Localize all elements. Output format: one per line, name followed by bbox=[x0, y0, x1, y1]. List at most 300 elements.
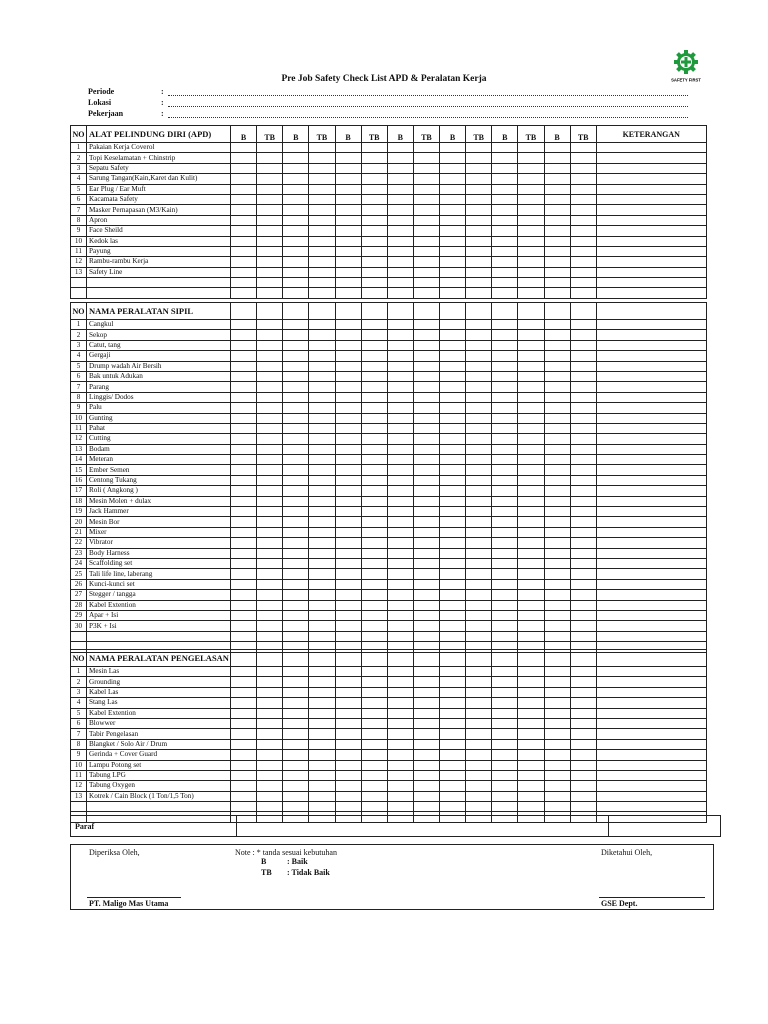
check-cell[interactable] bbox=[231, 770, 257, 780]
check-cell[interactable] bbox=[361, 153, 387, 163]
check-cell[interactable] bbox=[309, 667, 335, 677]
check-cell[interactable] bbox=[440, 351, 466, 361]
check-cell[interactable] bbox=[413, 590, 439, 600]
check-cell[interactable] bbox=[440, 558, 466, 568]
check-cell[interactable] bbox=[466, 413, 492, 423]
check-cell[interactable] bbox=[492, 507, 518, 517]
check-cell[interactable] bbox=[466, 802, 492, 812]
check-cell[interactable] bbox=[413, 465, 439, 475]
check-cell[interactable] bbox=[440, 392, 466, 402]
check-cell[interactable] bbox=[361, 246, 387, 256]
check-cell[interactable] bbox=[413, 163, 439, 173]
check-cell[interactable] bbox=[570, 226, 596, 236]
check-cell[interactable] bbox=[544, 770, 570, 780]
check-cell[interactable] bbox=[361, 718, 387, 728]
check-cell[interactable] bbox=[231, 278, 257, 288]
check-cell[interactable] bbox=[466, 215, 492, 225]
check-cell[interactable] bbox=[544, 413, 570, 423]
check-cell[interactable] bbox=[387, 444, 413, 454]
check-cell[interactable] bbox=[361, 610, 387, 620]
keterangan-cell[interactable] bbox=[596, 174, 706, 184]
check-cell[interactable] bbox=[335, 371, 361, 381]
check-cell[interactable] bbox=[570, 687, 596, 697]
check-cell[interactable] bbox=[544, 610, 570, 620]
check-cell[interactable] bbox=[231, 496, 257, 506]
keterangan-cell[interactable] bbox=[596, 361, 706, 371]
check-cell[interactable] bbox=[309, 750, 335, 760]
check-cell[interactable] bbox=[231, 205, 257, 215]
check-cell[interactable] bbox=[492, 750, 518, 760]
check-cell[interactable] bbox=[387, 590, 413, 600]
check-cell[interactable] bbox=[570, 739, 596, 749]
check-cell[interactable] bbox=[257, 527, 283, 537]
check-cell[interactable] bbox=[440, 444, 466, 454]
check-cell[interactable] bbox=[440, 236, 466, 246]
check-cell[interactable] bbox=[570, 579, 596, 589]
check-cell[interactable] bbox=[492, 631, 518, 641]
check-cell[interactable] bbox=[257, 558, 283, 568]
check-cell[interactable] bbox=[231, 739, 257, 749]
check-cell[interactable] bbox=[544, 403, 570, 413]
check-cell[interactable] bbox=[283, 750, 309, 760]
check-cell[interactable] bbox=[466, 163, 492, 173]
check-cell[interactable] bbox=[309, 205, 335, 215]
check-cell[interactable] bbox=[283, 708, 309, 718]
check-cell[interactable] bbox=[335, 246, 361, 256]
check-cell[interactable] bbox=[413, 677, 439, 687]
check-cell[interactable] bbox=[570, 538, 596, 548]
check-cell[interactable] bbox=[231, 579, 257, 589]
check-cell[interactable] bbox=[283, 455, 309, 465]
check-cell[interactable] bbox=[413, 351, 439, 361]
check-cell[interactable] bbox=[335, 558, 361, 568]
check-cell[interactable] bbox=[544, 423, 570, 433]
check-cell[interactable] bbox=[387, 267, 413, 277]
check-cell[interactable] bbox=[231, 538, 257, 548]
check-cell[interactable] bbox=[283, 590, 309, 600]
check-cell[interactable] bbox=[231, 718, 257, 728]
check-cell[interactable] bbox=[387, 517, 413, 527]
check-cell[interactable] bbox=[257, 205, 283, 215]
check-cell[interactable] bbox=[309, 802, 335, 812]
keterangan-cell[interactable] bbox=[596, 750, 706, 760]
check-cell[interactable] bbox=[387, 465, 413, 475]
check-cell[interactable] bbox=[492, 739, 518, 749]
check-cell[interactable] bbox=[544, 267, 570, 277]
check-cell[interactable] bbox=[466, 382, 492, 392]
check-cell[interactable] bbox=[570, 610, 596, 620]
check-cell[interactable] bbox=[283, 236, 309, 246]
check-cell[interactable] bbox=[309, 278, 335, 288]
check-cell[interactable] bbox=[518, 527, 544, 537]
check-cell[interactable] bbox=[466, 558, 492, 568]
check-cell[interactable] bbox=[518, 708, 544, 718]
check-cell[interactable] bbox=[387, 579, 413, 589]
check-cell[interactable] bbox=[257, 687, 283, 697]
check-cell[interactable] bbox=[413, 527, 439, 537]
keterangan-cell[interactable] bbox=[596, 153, 706, 163]
check-cell[interactable] bbox=[309, 455, 335, 465]
check-cell[interactable] bbox=[466, 538, 492, 548]
check-cell[interactable] bbox=[492, 781, 518, 791]
check-cell[interactable] bbox=[387, 558, 413, 568]
check-cell[interactable] bbox=[257, 631, 283, 641]
check-cell[interactable] bbox=[440, 802, 466, 812]
check-cell[interactable] bbox=[283, 361, 309, 371]
check-cell[interactable] bbox=[518, 226, 544, 236]
check-cell[interactable] bbox=[570, 174, 596, 184]
check-cell[interactable] bbox=[518, 507, 544, 517]
check-cell[interactable] bbox=[361, 382, 387, 392]
check-cell[interactable] bbox=[492, 340, 518, 350]
check-cell[interactable] bbox=[466, 205, 492, 215]
check-cell[interactable] bbox=[570, 590, 596, 600]
check-cell[interactable] bbox=[257, 174, 283, 184]
check-cell[interactable] bbox=[361, 507, 387, 517]
check-cell[interactable] bbox=[283, 226, 309, 236]
check-cell[interactable] bbox=[413, 708, 439, 718]
check-cell[interactable] bbox=[231, 351, 257, 361]
check-cell[interactable] bbox=[544, 330, 570, 340]
check-cell[interactable] bbox=[257, 621, 283, 631]
check-cell[interactable] bbox=[387, 423, 413, 433]
check-cell[interactable] bbox=[492, 226, 518, 236]
check-cell[interactable] bbox=[309, 729, 335, 739]
dept-signature-line[interactable] bbox=[599, 897, 705, 898]
company-signature-line[interactable] bbox=[87, 897, 181, 898]
check-cell[interactable] bbox=[257, 246, 283, 256]
check-cell[interactable] bbox=[309, 590, 335, 600]
check-cell[interactable] bbox=[413, 413, 439, 423]
check-cell[interactable] bbox=[257, 486, 283, 496]
check-cell[interactable] bbox=[492, 163, 518, 173]
check-cell[interactable] bbox=[361, 791, 387, 801]
check-cell[interactable] bbox=[466, 330, 492, 340]
keterangan-cell[interactable] bbox=[596, 791, 706, 801]
check-cell[interactable] bbox=[492, 517, 518, 527]
check-cell[interactable] bbox=[413, 205, 439, 215]
check-cell[interactable] bbox=[387, 527, 413, 537]
check-cell[interactable] bbox=[440, 288, 466, 298]
check-cell[interactable] bbox=[387, 288, 413, 298]
keterangan-cell[interactable] bbox=[596, 184, 706, 194]
check-cell[interactable] bbox=[518, 579, 544, 589]
check-cell[interactable] bbox=[466, 791, 492, 801]
check-cell[interactable] bbox=[335, 781, 361, 791]
check-cell[interactable] bbox=[283, 330, 309, 340]
check-cell[interactable] bbox=[231, 320, 257, 330]
check-cell[interactable] bbox=[440, 708, 466, 718]
check-cell[interactable] bbox=[335, 698, 361, 708]
check-cell[interactable] bbox=[413, 475, 439, 485]
check-cell[interactable] bbox=[492, 698, 518, 708]
check-cell[interactable] bbox=[544, 236, 570, 246]
check-cell[interactable] bbox=[570, 455, 596, 465]
check-cell[interactable] bbox=[466, 569, 492, 579]
check-cell[interactable] bbox=[283, 579, 309, 589]
check-cell[interactable] bbox=[257, 698, 283, 708]
check-cell[interactable] bbox=[335, 257, 361, 267]
check-cell[interactable] bbox=[231, 750, 257, 760]
check-cell[interactable] bbox=[413, 750, 439, 760]
item-name[interactable] bbox=[87, 288, 231, 298]
check-cell[interactable] bbox=[466, 257, 492, 267]
keterangan-cell[interactable] bbox=[596, 351, 706, 361]
check-cell[interactable] bbox=[440, 548, 466, 558]
check-cell[interactable] bbox=[544, 475, 570, 485]
check-cell[interactable] bbox=[518, 667, 544, 677]
item-name[interactable] bbox=[87, 802, 231, 812]
check-cell[interactable] bbox=[361, 770, 387, 780]
check-cell[interactable] bbox=[283, 351, 309, 361]
check-cell[interactable] bbox=[335, 486, 361, 496]
check-cell[interactable] bbox=[387, 236, 413, 246]
check-cell[interactable] bbox=[544, 257, 570, 267]
check-cell[interactable] bbox=[387, 760, 413, 770]
check-cell[interactable] bbox=[440, 153, 466, 163]
check-cell[interactable] bbox=[283, 527, 309, 537]
check-cell[interactable] bbox=[570, 215, 596, 225]
check-cell[interactable] bbox=[361, 455, 387, 465]
check-cell[interactable] bbox=[466, 288, 492, 298]
check-cell[interactable] bbox=[466, 667, 492, 677]
check-cell[interactable] bbox=[361, 621, 387, 631]
check-cell[interactable] bbox=[440, 579, 466, 589]
check-cell[interactable] bbox=[283, 621, 309, 631]
keterangan-cell[interactable] bbox=[596, 382, 706, 392]
check-cell[interactable] bbox=[231, 760, 257, 770]
check-cell[interactable] bbox=[231, 698, 257, 708]
check-cell[interactable] bbox=[440, 194, 466, 204]
check-cell[interactable] bbox=[518, 236, 544, 246]
keterangan-cell[interactable] bbox=[596, 267, 706, 277]
keterangan-cell[interactable] bbox=[596, 781, 706, 791]
check-cell[interactable] bbox=[309, 174, 335, 184]
check-cell[interactable] bbox=[518, 153, 544, 163]
check-cell[interactable] bbox=[231, 791, 257, 801]
check-cell[interactable] bbox=[518, 760, 544, 770]
check-cell[interactable] bbox=[335, 320, 361, 330]
check-cell[interactable] bbox=[544, 517, 570, 527]
check-cell[interactable] bbox=[492, 434, 518, 444]
check-cell[interactable] bbox=[492, 320, 518, 330]
check-cell[interactable] bbox=[518, 382, 544, 392]
check-cell[interactable] bbox=[492, 143, 518, 153]
check-cell[interactable] bbox=[544, 184, 570, 194]
check-cell[interactable] bbox=[466, 475, 492, 485]
check-cell[interactable] bbox=[335, 361, 361, 371]
check-cell[interactable] bbox=[231, 729, 257, 739]
check-cell[interactable] bbox=[335, 340, 361, 350]
check-cell[interactable] bbox=[413, 444, 439, 454]
check-cell[interactable] bbox=[257, 475, 283, 485]
check-cell[interactable] bbox=[413, 667, 439, 677]
check-cell[interactable] bbox=[231, 361, 257, 371]
check-cell[interactable] bbox=[257, 600, 283, 610]
check-cell[interactable] bbox=[231, 288, 257, 298]
check-cell[interactable] bbox=[231, 267, 257, 277]
check-cell[interactable] bbox=[309, 330, 335, 340]
check-cell[interactable] bbox=[231, 257, 257, 267]
check-cell[interactable] bbox=[309, 423, 335, 433]
check-cell[interactable] bbox=[309, 507, 335, 517]
check-cell[interactable] bbox=[387, 496, 413, 506]
check-cell[interactable] bbox=[309, 718, 335, 728]
check-cell[interactable] bbox=[544, 163, 570, 173]
check-cell[interactable] bbox=[387, 538, 413, 548]
check-cell[interactable] bbox=[466, 174, 492, 184]
check-cell[interactable] bbox=[283, 687, 309, 697]
check-cell[interactable] bbox=[387, 569, 413, 579]
check-cell[interactable] bbox=[309, 770, 335, 780]
check-cell[interactable] bbox=[335, 600, 361, 610]
check-cell[interactable] bbox=[413, 382, 439, 392]
keterangan-cell[interactable] bbox=[596, 527, 706, 537]
check-cell[interactable] bbox=[309, 631, 335, 641]
check-cell[interactable] bbox=[440, 403, 466, 413]
check-cell[interactable] bbox=[361, 729, 387, 739]
check-cell[interactable] bbox=[387, 781, 413, 791]
check-cell[interactable] bbox=[440, 496, 466, 506]
check-cell[interactable] bbox=[440, 278, 466, 288]
check-cell[interactable] bbox=[492, 403, 518, 413]
check-cell[interactable] bbox=[413, 236, 439, 246]
check-cell[interactable] bbox=[335, 621, 361, 631]
check-cell[interactable] bbox=[413, 423, 439, 433]
check-cell[interactable] bbox=[544, 687, 570, 697]
check-cell[interactable] bbox=[544, 548, 570, 558]
check-cell[interactable] bbox=[544, 320, 570, 330]
check-cell[interactable] bbox=[413, 610, 439, 620]
check-cell[interactable] bbox=[570, 708, 596, 718]
check-cell[interactable] bbox=[570, 257, 596, 267]
check-cell[interactable] bbox=[440, 257, 466, 267]
check-cell[interactable] bbox=[570, 558, 596, 568]
check-cell[interactable] bbox=[518, 194, 544, 204]
check-cell[interactable] bbox=[492, 288, 518, 298]
keterangan-cell[interactable] bbox=[596, 236, 706, 246]
check-cell[interactable] bbox=[361, 330, 387, 340]
check-cell[interactable] bbox=[231, 434, 257, 444]
check-cell[interactable] bbox=[387, 486, 413, 496]
check-cell[interactable] bbox=[413, 361, 439, 371]
check-cell[interactable] bbox=[387, 750, 413, 760]
check-cell[interactable] bbox=[257, 538, 283, 548]
check-cell[interactable] bbox=[413, 143, 439, 153]
check-cell[interactable] bbox=[492, 392, 518, 402]
check-cell[interactable] bbox=[257, 351, 283, 361]
paraf-cell[interactable] bbox=[237, 816, 609, 837]
check-cell[interactable] bbox=[518, 558, 544, 568]
check-cell[interactable] bbox=[309, 153, 335, 163]
check-cell[interactable] bbox=[544, 361, 570, 371]
check-cell[interactable] bbox=[335, 403, 361, 413]
check-cell[interactable] bbox=[440, 174, 466, 184]
check-cell[interactable] bbox=[518, 791, 544, 801]
check-cell[interactable] bbox=[361, 465, 387, 475]
check-cell[interactable] bbox=[570, 781, 596, 791]
check-cell[interactable] bbox=[440, 475, 466, 485]
check-cell[interactable] bbox=[231, 631, 257, 641]
check-cell[interactable] bbox=[492, 687, 518, 697]
check-cell[interactable] bbox=[335, 174, 361, 184]
check-cell[interactable] bbox=[309, 579, 335, 589]
check-cell[interactable] bbox=[387, 153, 413, 163]
check-cell[interactable] bbox=[544, 621, 570, 631]
check-cell[interactable] bbox=[440, 791, 466, 801]
check-cell[interactable] bbox=[361, 371, 387, 381]
check-cell[interactable] bbox=[413, 455, 439, 465]
check-cell[interactable] bbox=[283, 184, 309, 194]
check-cell[interactable] bbox=[492, 330, 518, 340]
check-cell[interactable] bbox=[283, 153, 309, 163]
check-cell[interactable] bbox=[544, 278, 570, 288]
check-cell[interactable] bbox=[413, 371, 439, 381]
check-cell[interactable] bbox=[570, 143, 596, 153]
check-cell[interactable] bbox=[570, 548, 596, 558]
check-cell[interactable] bbox=[518, 729, 544, 739]
check-cell[interactable] bbox=[518, 475, 544, 485]
check-cell[interactable] bbox=[440, 226, 466, 236]
check-cell[interactable] bbox=[466, 708, 492, 718]
keterangan-cell[interactable] bbox=[596, 371, 706, 381]
check-cell[interactable] bbox=[466, 496, 492, 506]
check-cell[interactable] bbox=[257, 194, 283, 204]
keterangan-cell[interactable] bbox=[596, 423, 706, 433]
check-cell[interactable] bbox=[544, 667, 570, 677]
check-cell[interactable] bbox=[335, 729, 361, 739]
check-cell[interactable] bbox=[518, 600, 544, 610]
header-field-input[interactable] bbox=[168, 106, 688, 107]
check-cell[interactable] bbox=[309, 434, 335, 444]
check-cell[interactable] bbox=[413, 729, 439, 739]
keterangan-cell[interactable] bbox=[596, 194, 706, 204]
check-cell[interactable] bbox=[361, 226, 387, 236]
check-cell[interactable] bbox=[440, 527, 466, 537]
check-cell[interactable] bbox=[570, 392, 596, 402]
check-cell[interactable] bbox=[335, 791, 361, 801]
check-cell[interactable] bbox=[361, 802, 387, 812]
check-cell[interactable] bbox=[570, 236, 596, 246]
check-cell[interactable] bbox=[335, 548, 361, 558]
check-cell[interactable] bbox=[257, 496, 283, 506]
check-cell[interactable] bbox=[231, 667, 257, 677]
check-cell[interactable] bbox=[466, 226, 492, 236]
keterangan-cell[interactable] bbox=[596, 143, 706, 153]
check-cell[interactable] bbox=[544, 507, 570, 517]
check-cell[interactable] bbox=[387, 621, 413, 631]
check-cell[interactable] bbox=[309, 143, 335, 153]
check-cell[interactable] bbox=[257, 610, 283, 620]
check-cell[interactable] bbox=[387, 392, 413, 402]
check-cell[interactable] bbox=[361, 760, 387, 770]
check-cell[interactable] bbox=[257, 320, 283, 330]
check-cell[interactable] bbox=[492, 194, 518, 204]
check-cell[interactable] bbox=[570, 729, 596, 739]
check-cell[interactable] bbox=[492, 351, 518, 361]
check-cell[interactable] bbox=[387, 455, 413, 465]
check-cell[interactable] bbox=[309, 517, 335, 527]
check-cell[interactable] bbox=[309, 194, 335, 204]
keterangan-cell[interactable] bbox=[596, 770, 706, 780]
check-cell[interactable] bbox=[413, 718, 439, 728]
check-cell[interactable] bbox=[518, 288, 544, 298]
check-cell[interactable] bbox=[257, 750, 283, 760]
check-cell[interactable] bbox=[413, 760, 439, 770]
check-cell[interactable] bbox=[257, 215, 283, 225]
check-cell[interactable] bbox=[492, 621, 518, 631]
keterangan-cell[interactable] bbox=[596, 475, 706, 485]
